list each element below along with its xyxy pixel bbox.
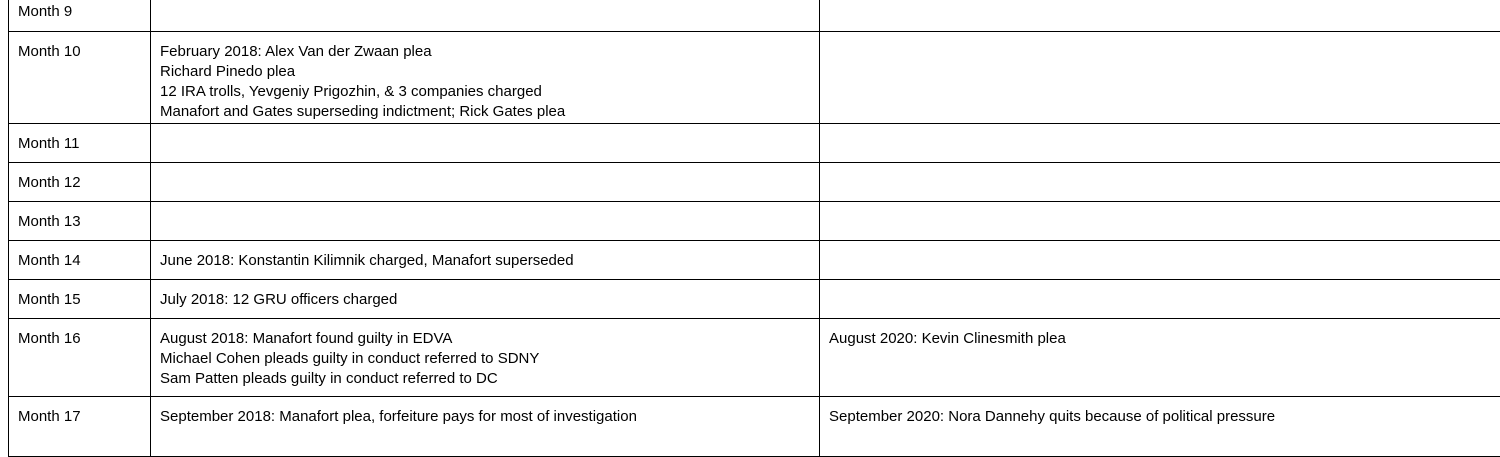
events-cell <box>151 319 820 397</box>
events-cell <box>820 32 1500 124</box>
events-cell <box>820 280 1500 319</box>
event-line: June 2018: Konstantin Kilimnik charged, Manafort superseded <box>160 251 810 271</box>
month-cell <box>9 124 151 163</box>
month-label: Month 14 <box>18 251 141 271</box>
month-cell <box>9 319 151 397</box>
event-line: Sam Patten pleads guilty in conduct referred to DC <box>160 369 810 389</box>
event-line: Manafort and Gates superseding indictment; Rick Gates plea <box>160 102 810 122</box>
table-row <box>9 397 1500 457</box>
events-cell <box>151 397 820 457</box>
month-cell <box>9 0 151 32</box>
month-label: Month 9 <box>18 2 141 22</box>
table-row <box>9 163 1500 202</box>
month-cell <box>9 202 151 241</box>
month-label: Month 17 <box>18 407 141 427</box>
month-cell <box>9 32 151 124</box>
events-cell <box>820 0 1500 32</box>
events-cell <box>151 202 820 241</box>
month-label: Month 12 <box>18 173 141 193</box>
table-row <box>9 0 1500 32</box>
events-cell <box>151 124 820 163</box>
month-label: Month 10 <box>18 42 141 62</box>
timeline-table <box>8 0 1500 457</box>
month-label: Month 15 <box>18 290 141 310</box>
month-label: Month 16 <box>18 329 141 349</box>
event-line: Richard Pinedo plea <box>160 62 810 82</box>
event-line: 12 IRA trolls, Yevgeniy Prigozhin, & 3 companies charged <box>160 82 810 102</box>
events-cell <box>820 202 1500 241</box>
table-row <box>9 32 1500 124</box>
events-cell <box>820 163 1500 202</box>
events-cell <box>151 32 820 124</box>
events-cell <box>151 163 820 202</box>
events-cell <box>151 280 820 319</box>
table-row <box>9 202 1500 241</box>
event-line: September 2018: Manafort plea, forfeiture pays for most of investigation <box>160 407 810 427</box>
month-cell <box>9 280 151 319</box>
event-line: August 2020: Kevin Clinesmith plea <box>829 329 1498 349</box>
event-line: Michael Cohen pleads guilty in conduct referred to SDNY <box>160 349 810 369</box>
table-row <box>9 280 1500 319</box>
events-cell <box>820 241 1500 280</box>
event-line: August 2018: Manafort found guilty in EDVA <box>160 329 810 349</box>
events-cell <box>151 241 820 280</box>
events-cell <box>820 319 1500 397</box>
events-cell <box>820 124 1500 163</box>
month-cell <box>9 163 151 202</box>
event-line: September 2020: Nora Dannehy quits because of political pressure <box>829 407 1498 427</box>
events-cell <box>820 397 1500 457</box>
event-line: July 2018: 12 GRU officers charged <box>160 290 810 310</box>
table-row <box>9 124 1500 163</box>
table-row <box>9 241 1500 280</box>
timeline-body <box>9 0 1500 457</box>
events-cell <box>151 0 820 32</box>
event-line: February 2018: Alex Van der Zwaan plea <box>160 42 810 62</box>
month-label: Month 13 <box>18 212 141 232</box>
month-label: Month 11 <box>18 134 141 154</box>
month-cell <box>9 397 151 457</box>
table-row <box>9 319 1500 397</box>
month-cell <box>9 241 151 280</box>
